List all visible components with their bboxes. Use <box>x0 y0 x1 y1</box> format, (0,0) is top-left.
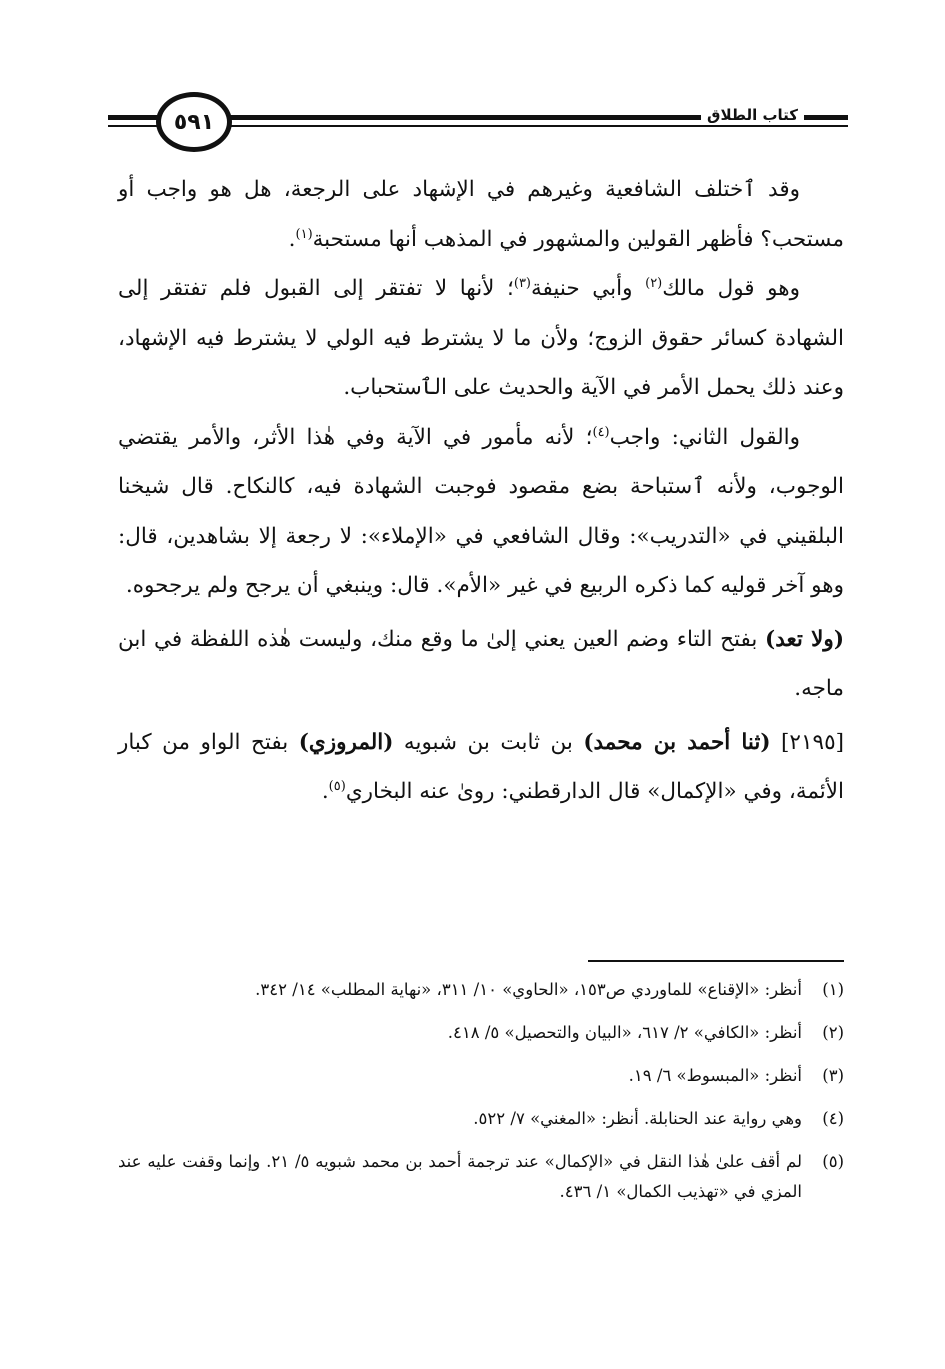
footnote-text: لم أقف علىٰ هٰذا النقل في «الإكمال» عند ترجمة أحمد بن محمد شبويه ٥/ ٢١. وإنما وقفت عليه عند المزي في «تهذيب الكمال» ١/ ٤٣٦. <box>118 1152 802 1201</box>
footnote-2 <box>118 1018 844 1048</box>
page-header <box>108 92 848 162</box>
footnote-separator <box>588 960 844 962</box>
footnotes <box>118 975 844 1220</box>
paragraph-3: والقول الثاني: واجب$^{(٤)}$؛ لأنه مأمور في الآية وفي هٰذا الأثر، والأمر يقتضي الوجوب، ولأنه ٱستباحة بضع مقصود فوجبت الشهادة فيه، كالنكاح. قال شيخنا البلقيني في «التدريب»: وقال الشافعي في «الإملاء»: لا رجعة إلا بشاهدين، قال: وهو آخر قوليه كما ذكره الربيع في غير «الأم». قال: وينبغي أن يرجح ولم يرجحوه. <box>118 424 844 598</box>
paragraph-5: [٢١٩٥] (ثنا أحمد بن محمد) بن ثابت بن شبويه (المروزي) بفتح الواو من كبار الأئمة، وفي «الإكمال» قال الدارقطني: روىٰ عنه البخاري$^{(٥)}$. <box>118 729 845 804</box>
paragraph-4: (ولا تعد) بفتح التاء وضم العين يعني إلىٰ ما وقع منك، وليست هٰذه اللفظة في ابن ماجه. <box>118 626 844 701</box>
footnote-text: أنظر: «المبسوط» ٦/ ١٩. <box>628 1066 802 1085</box>
main-text <box>118 165 844 817</box>
footnote-3 <box>118 1061 844 1091</box>
footnote-ref-2[interactable]: (٢) <box>645 275 663 291</box>
footnote-text: أنظر: «الكافي» ٢/ ٦١٧، «البيان والتحصيل» ٥/ ٤١٨. <box>447 1023 802 1042</box>
footnote-text: وهي رواية عند الحنابلة. أنظر: «المغني» ٧/ ٥٢٢. <box>473 1109 802 1128</box>
footnote-number: (٣) <box>822 1066 844 1085</box>
paragraph-1: وقد ٱختلف الشافعية وغيرهم في الإشهاد على الرجعة، هل هو واجب أو مستحب؟ فأظهر القولين والمشهور في المذهب أنها مستحبة$^{(١)}$. <box>118 177 844 252</box>
page-number: ٥٩١ <box>156 92 232 152</box>
book-title: كتاب الطلاق <box>701 106 804 124</box>
nisba-bold: (المروزي) <box>298 729 394 755</box>
footnote-ref-3[interactable]: (٣) <box>513 275 531 291</box>
footnote-number: (٢) <box>822 1023 844 1042</box>
footnote-1 <box>118 975 844 1005</box>
hadith-number: [٢١٩٥] <box>781 729 845 755</box>
footnote-ref-5[interactable]: (٥) <box>328 778 346 794</box>
footnote-number: (١) <box>822 980 844 999</box>
paragraph-2: وهو قول مالك$^{(٢)}$ وأبي حنيفة$^{(٣)}$؛ لأنها لا تفتقر إلى القبول فلم تفتقر إلى الشهادة كسائر حقوق الزوج؛ ولأن ما لا يشترط فيه الولي لا يشترط فيه الإشهاد، وعند ذلك يحمل الأمر في الآية والحديث على الٱستحباب. <box>118 275 844 400</box>
header-rule-right-thin <box>226 125 848 127</box>
footnote-number: (٥) <box>822 1152 844 1171</box>
footnote-ref-1[interactable]: (١) <box>295 226 313 242</box>
footnote-ref-4[interactable]: (٤) <box>592 424 610 440</box>
footnote-5 <box>118 1147 844 1207</box>
footnote-text: أنظر: «الإقناع» للماوردي ص١٥٣، «الحاوي» ١٠/ ٣١١، «نهاية المطلب» ١٤/ ٣٤٢. <box>255 980 802 999</box>
footnote-4 <box>118 1104 844 1134</box>
footnote-number: (٤) <box>822 1109 844 1128</box>
lemma-bold: (ولا تعد) <box>765 626 844 652</box>
narrator-bold: (ثنا أحمد بن محمد) <box>583 729 771 755</box>
